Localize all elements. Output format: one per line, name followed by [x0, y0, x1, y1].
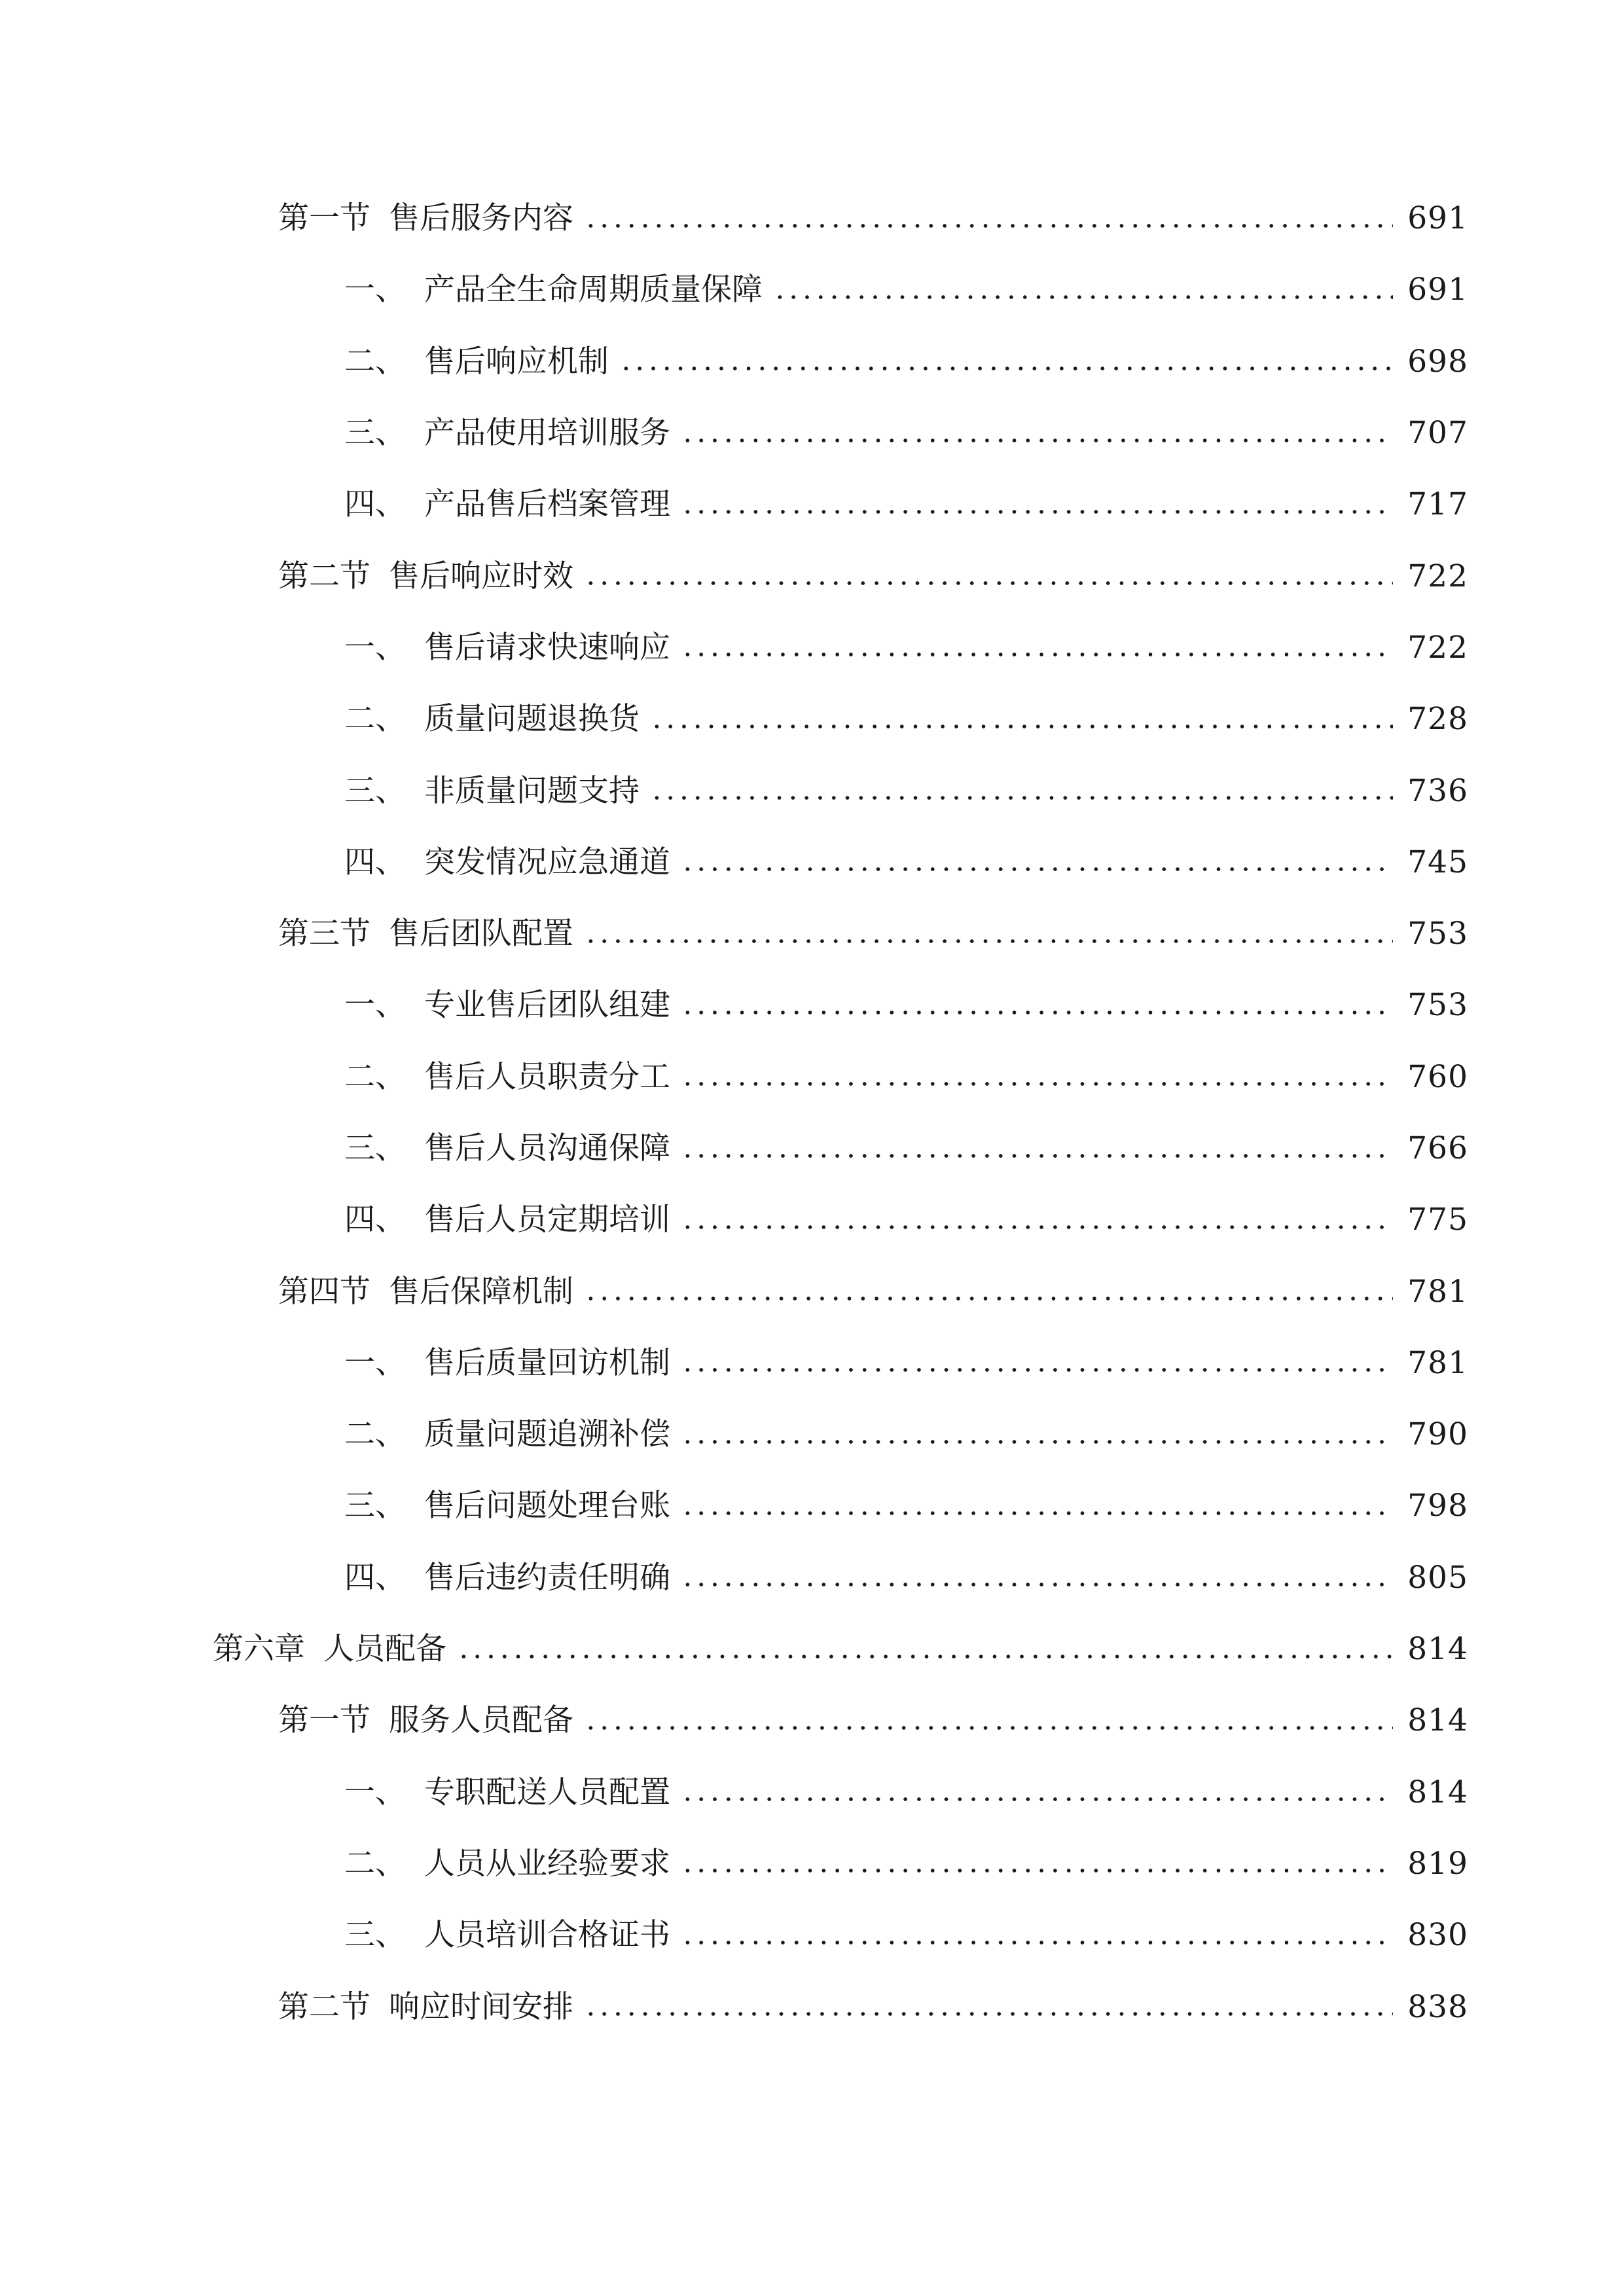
toc-entry-number: 四、 [344, 844, 406, 880]
toc-entry-page-number: 781 [1407, 1273, 1468, 1310]
toc-entry-title: 专业售后团队组建 [424, 987, 670, 1024]
toc-entry-page-number: 753 [1407, 987, 1468, 1024]
toc-entry-item[interactable] [0, 254, 1624, 325]
toc-entry-number: 三、 [344, 415, 406, 452]
toc-entry-title: 售后质量回访机制 [424, 1344, 670, 1381]
toc-entry-page-number: 814 [1407, 1774, 1468, 1810]
toc-entry-section[interactable] [0, 1255, 1624, 1327]
toc-list [0, 183, 1624, 2043]
toc-entry-number: 三、 [344, 772, 406, 809]
toc-entry-page-number: 805 [1407, 1559, 1468, 1596]
toc-entry-title: 非质量问题支持 [424, 772, 640, 809]
toc-entry-number: 二、 [344, 343, 406, 380]
toc-entry-title: 突发情况应急通道 [424, 844, 670, 880]
dot-leader [681, 1081, 1393, 1087]
toc-entry-item[interactable] [0, 1757, 1624, 1828]
dot-leader [681, 1510, 1393, 1516]
toc-entry-item[interactable] [0, 1184, 1624, 1255]
toc-entry-number: 三、 [344, 1917, 406, 1954]
toc-entry-page-number: 717 [1407, 486, 1468, 523]
toc-entry-number: 一、 [344, 1774, 406, 1810]
toc-entry-title: 售后人员沟通保障 [424, 1130, 670, 1166]
toc-entry-page-number: 698 [1407, 343, 1468, 380]
toc-entry-title: 售后违约责任明确 [424, 1559, 670, 1596]
toc-entry-page-number: 830 [1407, 1917, 1468, 1954]
dot-leader [584, 2011, 1393, 2017]
dot-leader [681, 1153, 1393, 1159]
toc-entry-number: 二、 [344, 1416, 406, 1453]
toc-entry-title: 产品使用培训服务 [424, 415, 670, 452]
dot-leader [681, 651, 1393, 658]
toc-entry-title: 售后响应时效 [389, 558, 573, 594]
toc-entry-item[interactable] [0, 1041, 1624, 1113]
toc-entry-page-number: 814 [1407, 1702, 1468, 1739]
toc-entry-item[interactable] [0, 469, 1624, 540]
toc-entry-title: 质量问题退换货 [424, 701, 640, 738]
toc-entry-page-number: 775 [1407, 1202, 1468, 1238]
toc-entry-title: 人员配备 [323, 1631, 446, 1668]
toc-entry-page-number: 722 [1407, 629, 1468, 666]
toc-entry-item[interactable] [0, 326, 1624, 397]
toc-entry-item[interactable] [0, 612, 1624, 683]
toc-entry-number: 四、 [344, 1559, 406, 1596]
toc-entry-item[interactable] [0, 1899, 1624, 1971]
toc-entry-section[interactable] [0, 540, 1624, 611]
toc-entry-item[interactable] [0, 1327, 1624, 1399]
dot-leader [681, 1796, 1393, 1803]
dot-leader [681, 1581, 1393, 1588]
toc-entry-number: 二、 [344, 1845, 406, 1882]
toc-entry-title: 售后人员职责分工 [424, 1058, 670, 1095]
toc-entry-page-number: 798 [1407, 1488, 1468, 1524]
toc-entry-page-number: 814 [1407, 1631, 1468, 1668]
toc-entry-number: 四、 [344, 486, 406, 523]
toc-entry-number: 第四节 [278, 1273, 370, 1310]
dot-leader [650, 723, 1393, 730]
toc-entry-item[interactable] [0, 1113, 1624, 1184]
toc-entry-title: 质量问题追溯补偿 [424, 1416, 670, 1453]
dot-leader [650, 795, 1393, 801]
dot-leader [681, 1009, 1393, 1016]
toc-entry-page-number: 819 [1407, 1845, 1468, 1882]
toc-entry-number: 三、 [344, 1130, 406, 1166]
dot-leader [584, 1295, 1393, 1302]
dot-leader [681, 1867, 1393, 1874]
toc-entry-section[interactable] [0, 1685, 1624, 1756]
toc-entry-title: 产品售后档案管理 [424, 486, 670, 523]
toc-entry-item[interactable] [0, 969, 1624, 1041]
toc-entry-number: 第二节 [278, 1988, 370, 2025]
toc-entry-title: 专职配送人员配置 [424, 1774, 670, 1810]
dot-leader [681, 509, 1393, 515]
toc-entry-title: 服务人员配备 [389, 1702, 573, 1739]
toc-entry-title: 人员从业经验要求 [424, 1845, 670, 1882]
toc-entry-title: 售后问题处理台账 [424, 1488, 670, 1524]
toc-entry-item[interactable] [0, 827, 1624, 898]
toc-entry-page-number: 691 [1407, 200, 1468, 237]
dot-leader [457, 1653, 1393, 1660]
toc-entry-number: 第三节 [278, 916, 370, 952]
toc-entry-number: 二、 [344, 701, 406, 738]
dot-leader [584, 223, 1393, 229]
toc-entry-number: 三、 [344, 1488, 406, 1524]
toc-entry-page-number: 766 [1407, 1130, 1468, 1166]
toc-entry-title: 产品全生命周期质量保障 [424, 272, 763, 308]
toc-entry-chapter[interactable] [0, 1613, 1624, 1685]
toc-entry-number: 二、 [344, 1058, 406, 1095]
dot-leader [681, 866, 1393, 872]
toc-entry-title: 售后人员定期培训 [424, 1202, 670, 1238]
dot-leader [681, 1439, 1393, 1445]
toc-entry-item[interactable] [0, 397, 1624, 469]
dot-leader [584, 1725, 1393, 1731]
dot-leader [681, 437, 1393, 444]
toc-entry-page-number: 838 [1407, 1988, 1468, 2025]
toc-entry-page-number: 722 [1407, 558, 1468, 594]
toc-entry-number: 第一节 [278, 200, 370, 237]
toc-entry-page-number: 707 [1407, 415, 1468, 452]
toc-entry-page-number: 728 [1407, 701, 1468, 738]
toc-entry-title: 售后请求快速响应 [424, 629, 670, 666]
toc-entry-item[interactable] [0, 1542, 1624, 1613]
toc-entry-title: 人员培训合格证书 [424, 1917, 670, 1954]
toc-entry-page-number: 753 [1407, 916, 1468, 952]
toc-entry-page-number: 781 [1407, 1344, 1468, 1381]
toc-entry-section[interactable] [0, 1971, 1624, 2042]
toc-entry-number: 一、 [344, 1344, 406, 1381]
toc-entry-section[interactable] [0, 898, 1624, 969]
toc-entry-section[interactable] [0, 183, 1624, 254]
toc-entry-title: 售后团队配置 [389, 916, 573, 952]
toc-entry-number: 第六章 [213, 1631, 305, 1668]
toc-entry-item[interactable] [0, 1470, 1624, 1541]
toc-entry-page-number: 691 [1407, 272, 1468, 308]
toc-entry-item[interactable] [0, 1399, 1624, 1470]
toc-entry-number: 第二节 [278, 558, 370, 594]
dot-leader [681, 1367, 1393, 1373]
toc-entry-page-number: 790 [1407, 1416, 1468, 1453]
toc-entry-title: 售后服务内容 [389, 200, 573, 237]
toc-entry-number: 一、 [344, 987, 406, 1024]
toc-entry-number: 一、 [344, 629, 406, 666]
toc-entry-number: 一、 [344, 272, 406, 308]
toc-entry-title: 售后保障机制 [389, 1273, 573, 1310]
dot-leader [681, 1939, 1393, 1946]
dot-leader [619, 365, 1393, 372]
dot-leader [584, 580, 1393, 586]
toc-entry-page-number: 760 [1407, 1058, 1468, 1095]
toc-entry-title: 响应时间安排 [389, 1988, 573, 2025]
toc-entry-item[interactable] [0, 683, 1624, 755]
dot-leader [773, 294, 1393, 300]
dot-leader [681, 1224, 1393, 1230]
toc-entry-title: 售后响应机制 [424, 343, 609, 380]
toc-entry-page-number: 745 [1407, 844, 1468, 880]
toc-entry-number: 第一节 [278, 1702, 370, 1739]
dot-leader [584, 938, 1393, 944]
toc-entry-item[interactable] [0, 755, 1624, 826]
toc-entry-number: 四、 [344, 1202, 406, 1238]
table-of-contents [0, 183, 1624, 2043]
toc-entry-item[interactable] [0, 1828, 1624, 1899]
toc-entry-page-number: 736 [1407, 772, 1468, 809]
